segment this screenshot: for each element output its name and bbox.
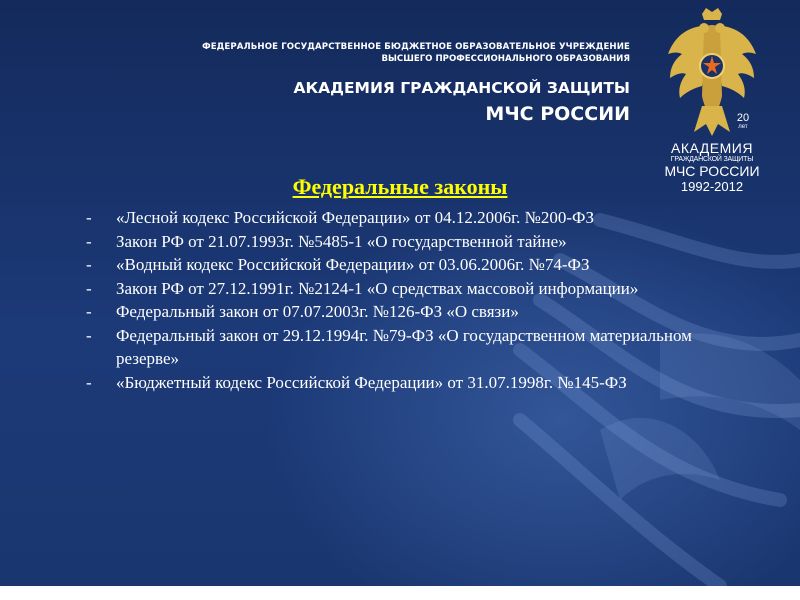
institution-line-2: ВЫСШЕГО ПРОФЕССИОНАЛЬНОГО ОБРАЗОВАНИЯ — [381, 54, 630, 64]
law-text: «Лесной кодекс Российской Федерации» от 04.12.2006г. №200-ФЗ — [116, 208, 595, 227]
bottom-strip — [0, 586, 800, 600]
law-text: Закон РФ от 21.07.1993г. №5485-1 «О государственной тайне» — [116, 231, 567, 251]
academy-name: АКАДЕМИЯ ГРАЖДАНСКОЙ ЗАЩИТЫ — [293, 79, 630, 97]
law-text: «Водный кодекс Российской Федерации» от 03.06.2006г. №74-ФЗ — [116, 255, 590, 274]
list-item — [86, 371, 718, 395]
list-item — [86, 206, 718, 230]
list-bullet: - — [86, 325, 92, 345]
emblem-civil-defense: ГРАЖДАНСКОЙ ЗАЩИТЫ — [670, 156, 754, 163]
list-bullet: - — [86, 372, 92, 392]
list-item — [86, 230, 718, 254]
law-text: Федеральный закон от 29.12.1994г. №79-ФЗ «О государственном материальном резерве» — [116, 325, 692, 368]
ministry-name: МЧС РОССИИ — [485, 103, 630, 125]
emblem-mchs: МЧС РОССИИ — [664, 163, 760, 179]
laws-list — [86, 206, 718, 394]
list-bullet: - — [86, 278, 92, 298]
list-bullet: - — [86, 208, 92, 227]
anniversary-word: лет — [738, 124, 748, 130]
list-item — [86, 253, 718, 277]
list-bullet: - — [86, 255, 92, 274]
list-bullet: - — [86, 302, 92, 321]
page-title: Федеральные законы — [292, 174, 508, 199]
law-text: Федеральный закон от 07.07.2003г. №126-ФЗ «О связи» — [116, 302, 519, 321]
anniversary-badge — [733, 113, 753, 130]
emblem-years: 1992-2012 — [680, 179, 744, 194]
law-text: Закон РФ от 27.12.1991г. №2124-1 «О средствах массовой информации» — [116, 278, 639, 298]
list-item — [86, 277, 718, 301]
list-item — [86, 324, 718, 371]
emblem-academy: АКАДЕМИЯ — [671, 140, 753, 156]
list-item — [86, 300, 718, 324]
institution-line-1: ФЕДЕРАЛЬНОЕ ГОСУДАРСТВЕННОЕ БЮДЖЕТНОЕ ОБРАЗОВАТЕЛЬНОЕ УЧРЕЖДЕНИЕ — [202, 42, 630, 52]
list-bullet: - — [86, 231, 92, 251]
law-text: «Бюджетный кодекс Российской Федерации» от 31.07.1998г. №145-ФЗ — [116, 372, 627, 392]
anniversary-number: 20 — [736, 112, 750, 124]
